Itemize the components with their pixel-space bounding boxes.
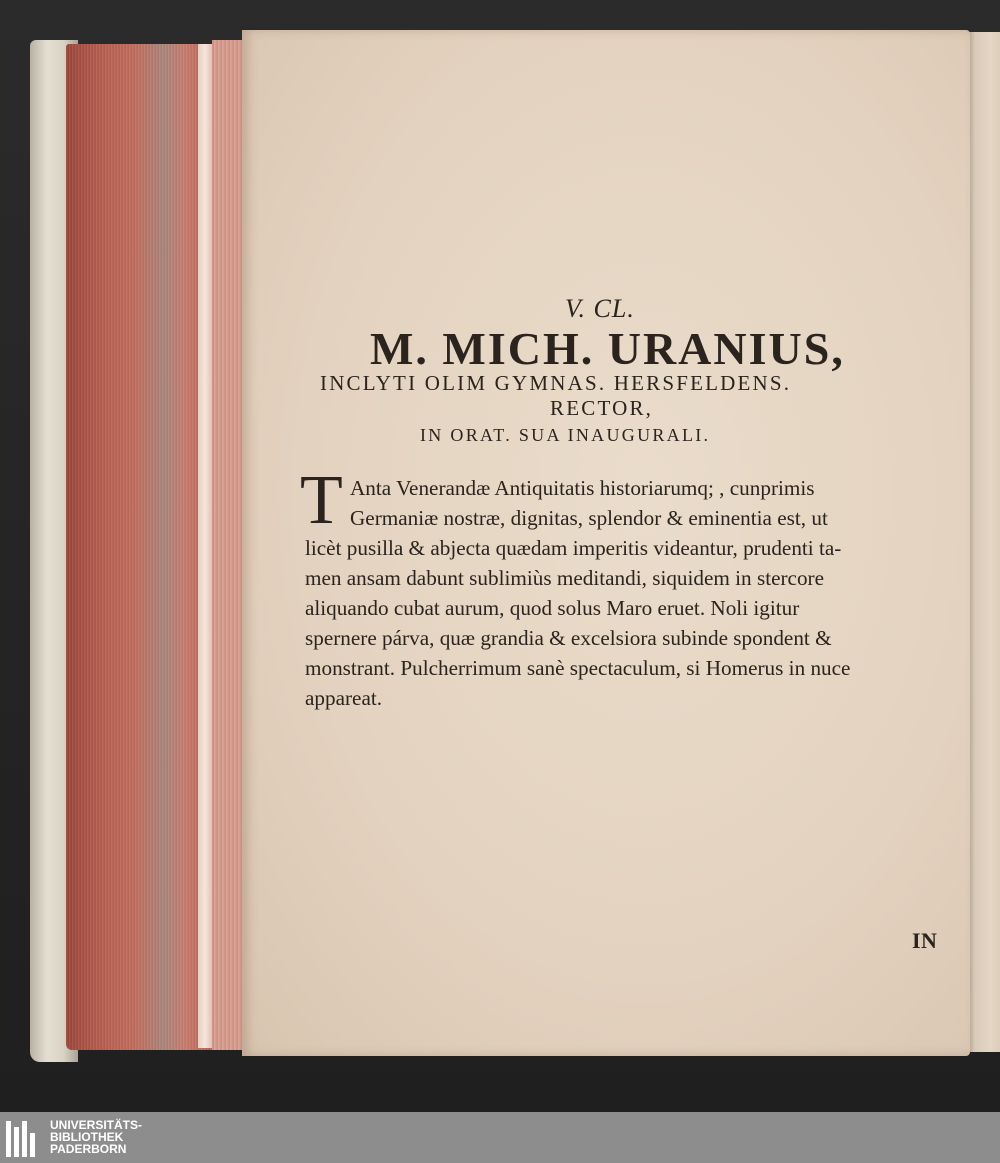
drop-cap: T bbox=[300, 462, 343, 539]
library-footer-bar bbox=[0, 1112, 1000, 1163]
page-edge-highlight bbox=[198, 44, 212, 1048]
library-name bbox=[50, 1119, 142, 1155]
body-line: Anta Venerandæ Antiquitatis historiarumq; , cunprimis bbox=[350, 476, 815, 500]
heading-small: V. CL. bbox=[565, 294, 635, 323]
facing-page-edge bbox=[966, 32, 1000, 1052]
body-line: monstrant. Pulcherrimum sanè spectaculum, si Homerus in nuce bbox=[305, 656, 851, 680]
body-line: men ansam dabunt sublimiùs meditandi, siquidem in stercore bbox=[305, 566, 825, 590]
catchword: IN bbox=[912, 928, 938, 953]
page-stack bbox=[212, 40, 246, 1050]
subtitle-line-1: INCLYTI OLIM GYMNAS. HERSFELDENS. bbox=[320, 371, 792, 395]
body-line: aliquando cubat aurum, quod solus Maro eruet. Noli igitur bbox=[305, 596, 800, 620]
library-logo-icon bbox=[6, 1121, 42, 1157]
subtitle-line-3: IN ORAT. SUA INAUGURALI. bbox=[420, 425, 711, 445]
author-name: M. MICH. URANIUS, bbox=[370, 323, 845, 374]
body-paragraph bbox=[305, 473, 947, 713]
subtitle-line-2: RECTOR, bbox=[550, 396, 654, 420]
body-line: spernere párva, quæ grandia & excelsiora subinde spondent & bbox=[305, 626, 832, 650]
body-line: Germaniæ nostræ, dignitas, splendor & eminentia est, ut bbox=[350, 506, 828, 530]
body-line: licèt pusilla & abjecta quædam imperitis videantur, prudenti ta- bbox=[305, 536, 842, 560]
library-name-line: UNIVERSITÄTS- bbox=[50, 1118, 143, 1132]
library-name-line: BIBLIOTHEK bbox=[50, 1130, 124, 1144]
red-fore-edge bbox=[66, 44, 216, 1050]
library-name-line: PADERBORN bbox=[50, 1142, 127, 1156]
body-line: appareat. bbox=[305, 686, 383, 710]
